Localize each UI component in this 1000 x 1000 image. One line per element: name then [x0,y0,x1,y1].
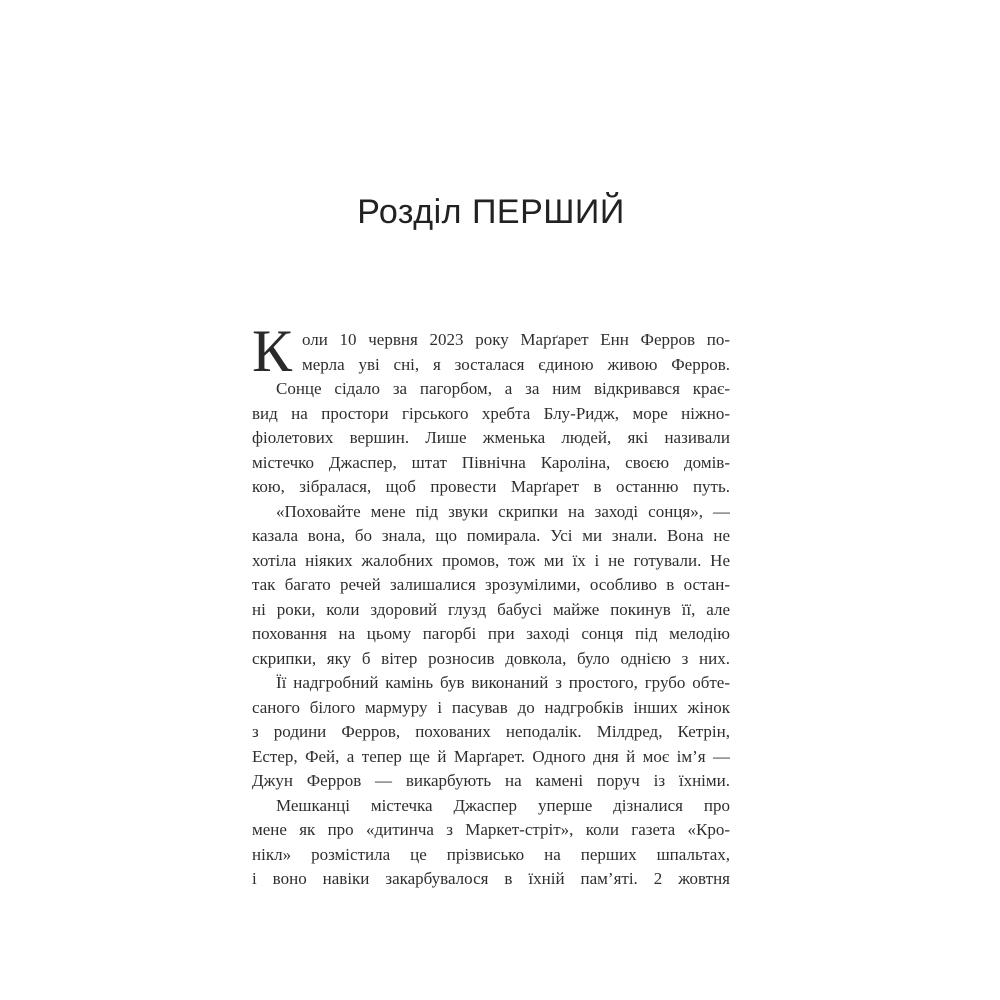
text-line: хотіла ніяких жалобних промов, тож ми їх і не готували. Не [252,550,730,570]
text-line: «Поховайте мене під звуки скрипки на заході сонця», — [276,501,730,521]
text-line: фіолетових вершин. Лише жменька людей, які називали [252,428,730,447]
text-line: кою, зібралася, щоб провести Марґарет в останню путь. [252,477,730,496]
text-line: Її надгробний камінь був виконаний з простого, грубо обте- [276,673,730,692]
paragraph-1 [252,318,730,384]
text-line: поховання на цьому пагорбі при заході сонця під мелодію [252,624,730,643]
drop-cap-letter: К [252,318,293,384]
text-line: вид на простори гірського хребта Блу-Ридж, море ніжно- [252,403,730,423]
text-line: і воно навіки закарбувалося в їхній пам’яті. 2 жовтня [252,869,730,888]
text-line: так багато речей залишалися зрозумілими, особливо в остан- [252,575,730,594]
text-line: мене як про «дитинча з Маркет-стріт», коли газета «Кро- [252,820,730,839]
text-line: Джун Ферров — викарбують на камені поруч із їхніми. [252,771,730,790]
text-line: з родини Ферров, похованих неподалік. Мілдред, Кетрін, [252,722,730,741]
text-line: Естер, Фей, а тепер ще й Марґарет. Одного дня й моє ім’я — [252,746,730,766]
paragraph-2 [252,377,730,500]
text-line: скрипки, яку б вітер розносив довкола, було однією з них. [252,648,730,668]
body-text [252,318,730,892]
text-line: мерла уві сні, я зосталася єдиною живою Ферров. [302,354,730,374]
text-line: Сонце сідало за пагорбом, а за ним відкривався крає- [276,379,730,398]
paragraph-4 [252,671,730,794]
text-line: саного білого мармуру і пасував до надгробків інших жінок [252,697,730,717]
text-line: казала вона, бо знала, що помирала. Усі ми знали. Вона не [252,526,730,545]
text-line: нікл» розмістила це прізвисько на перших шпальтах, [252,844,730,864]
paragraph-5 [252,794,730,892]
paragraph-3 [252,500,730,672]
text-line: ні роки, коли здоровий глузд бабусі майже покинув її, але [252,599,730,619]
chapter-heading: Розділ ПЕРШИЙ [357,192,625,231]
text-line: оли 10 червня 2023 року Марґарет Енн Ферров по- [302,330,730,349]
text-line: містечко Джаспер, штат Північна Кароліна, своєю домів- [252,452,730,472]
text-line: Мешканці містечка Джаспер уперше дізналися про [276,795,730,815]
